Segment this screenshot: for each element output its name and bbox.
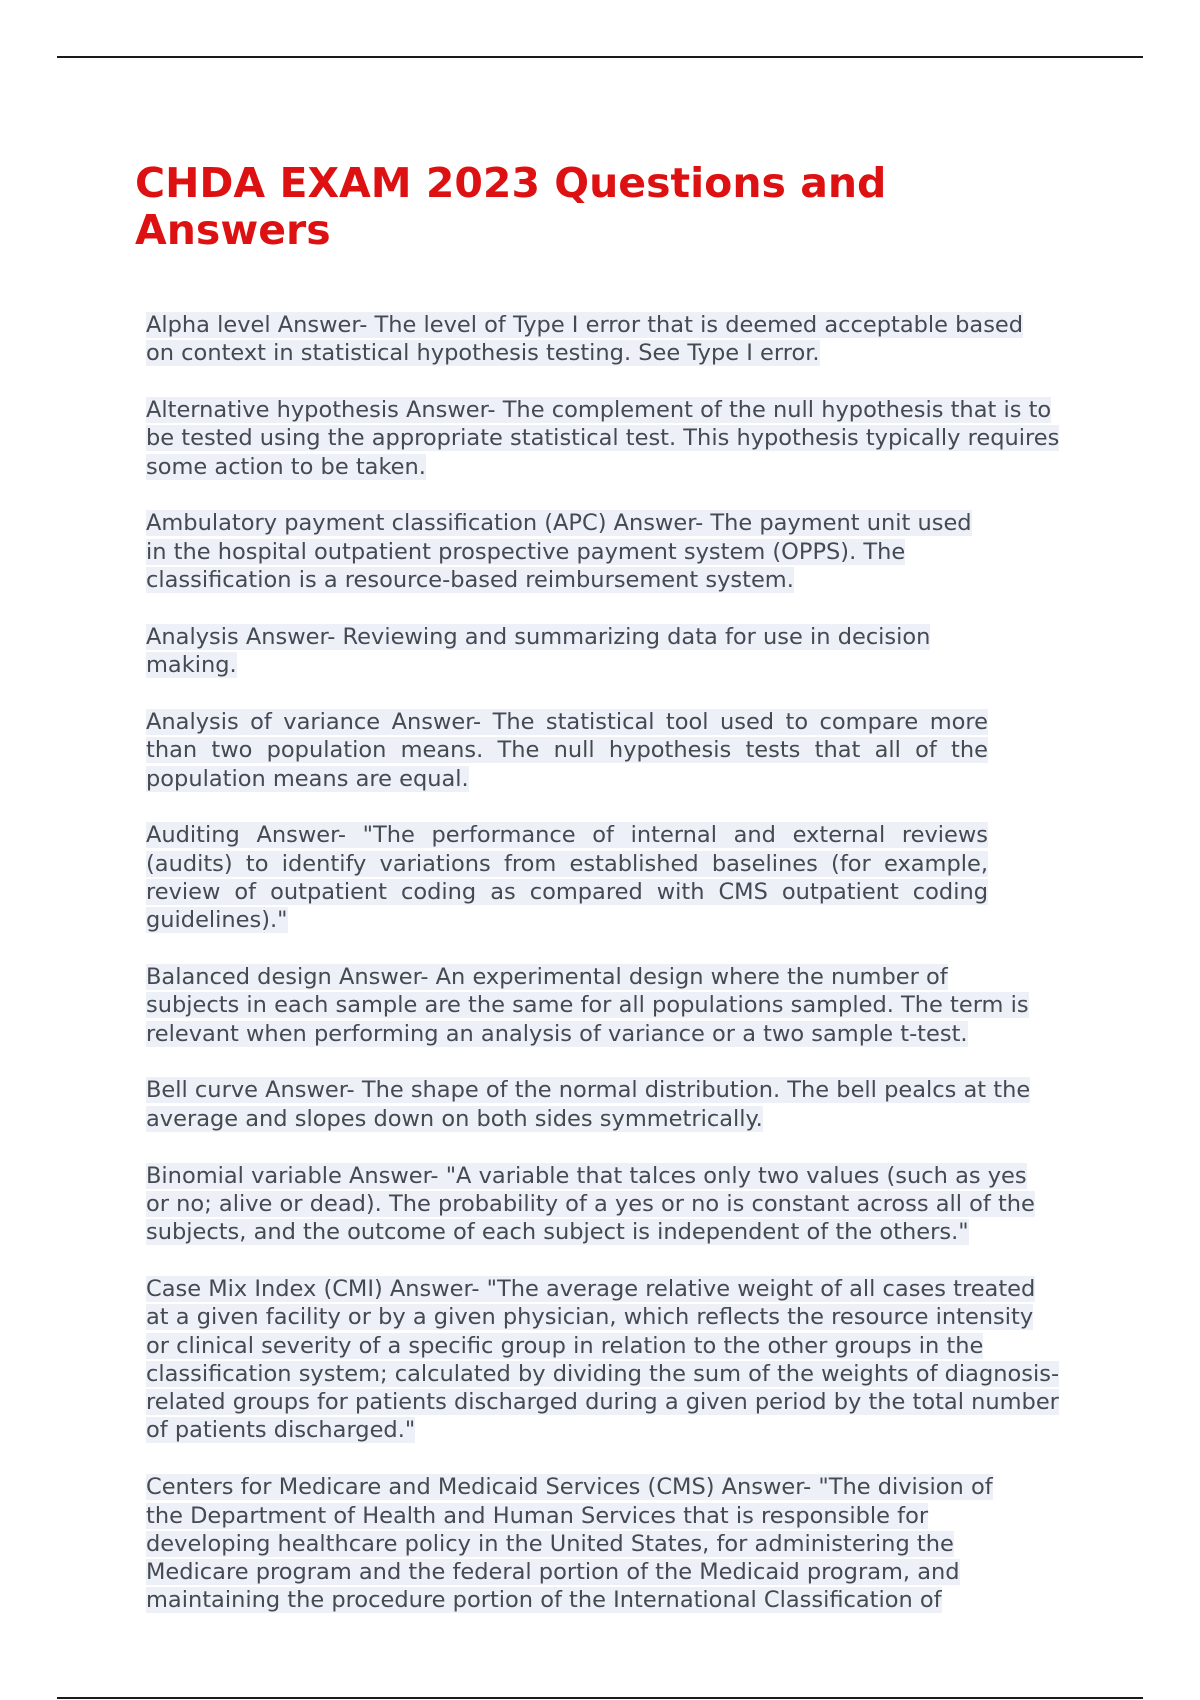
entry-analysis-of-variance: Analysis of variance Answer- The statistical tool used to compare more than two population means. The null hypothesis tests that all of the population means are equal. — [146, 708, 988, 792]
top-rule — [57, 56, 1143, 58]
entry-apc: Ambulatory payment classification (APC) Answer- The payment unit used in the hospital outpatient prospective payment system (OPPS). The classification is a resource-based reimbursement system. — [146, 510, 972, 594]
document-title: CHDA EXAM 2023 Questions and Answers — [135, 159, 887, 254]
entry-binomial-variable: Binomial variable Answer- "A variable that talces only two values (such as yes or no; alive or dead). The probability of a yes or no is constant across all of the subjects, and the outcome of each subject is independent of the others." — [146, 1162, 1035, 1246]
entry-case-mix-index: Case Mix Index (CMI) Answer- "The average relative weight of all cases treated at a given facility or by a given physician, which reflects the resource intensity or clinical severity of a specific group in relation to the other groups in the classification system; calculated by dividing the sum of the weights of diagnosis-related groups for patients discharged during a given period by the total number of patients discharged." — [146, 1275, 1060, 1444]
entry-auditing: Auditing Answer- "The performance of internal and external reviews (audits) to identify variations from established baselines (for example, review of outpatient coding as compared with CMS outpatient coding guidelines)." — [146, 822, 988, 934]
entry-analysis: Analysis Answer- Reviewing and summarizing data for use in decision making. — [146, 623, 931, 679]
entry-alternative-hypothesis: Alternative hypothesis Answer- The complement of the null hypothesis that is to be tested using the appropriate statistical test. This hypothesis typically requires some action to be taken. — [146, 397, 1060, 480]
definition-list — [146, 311, 1066, 1643]
entry-cms: Centers for Medicare and Medicaid Services (CMS) Answer- "The division of the Department of Health and Human Services that is responsible for developing healthcare policy in the United States, for administering the Medicare program and the federal portion of the Medicaid program, and maintaining the procedure portion of the International Classification of — [146, 1474, 993, 1614]
entry-alpha-level: Alpha level Answer- The level of Type I error that is deemed acceptable based on context in statistical hypothesis testing. See Type I error. — [146, 312, 1024, 367]
bottom-rule — [57, 1697, 1143, 1699]
entry-bell-curve: Bell curve Answer- The shape of the normal distribution. The bell pealcs at the average and slopes down on both sides symmetrically. — [146, 1077, 1031, 1132]
entry-balanced-design: Balanced design Answer- An experimental design where the number of subjects in each sample are the same for all populations sampled. The term is relevant when performing an analysis of variance or a two sample t-test. — [146, 964, 1029, 1047]
